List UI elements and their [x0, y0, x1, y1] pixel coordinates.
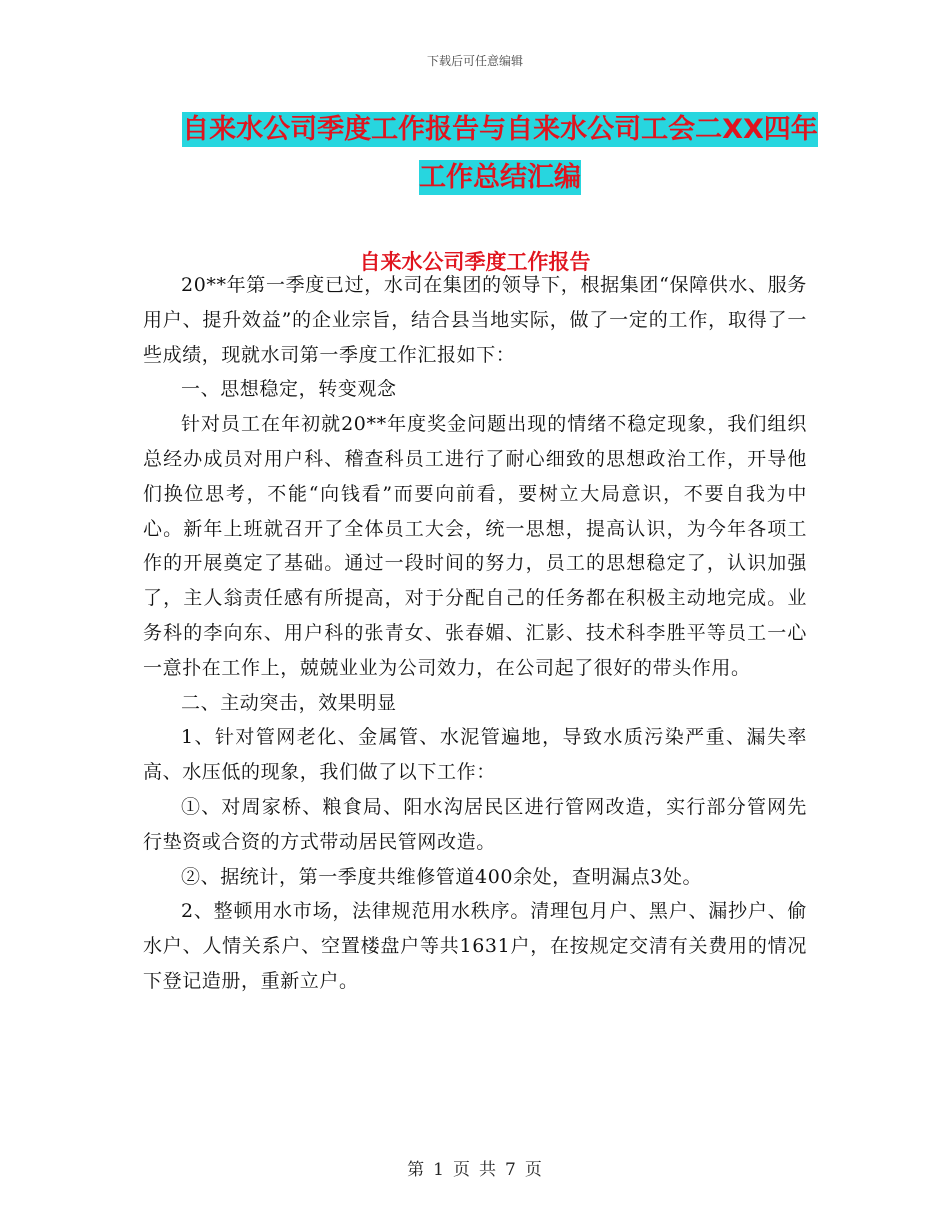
document-title-line-2: 工作总结汇编: [419, 162, 581, 193]
paragraph-intro: 20**年第一季度已过，水司在集团的领导下，根据集团“保障供水、服务用户、提升效益”的企业宗旨，结合县当地实际，做了一定的工作，取得了一些成绩，现就水司第一季度工作汇报如下：: [143, 274, 807, 366]
paragraph-item-1: 1、针对管网老化、金属管、水泥管遍地，导致水质污染严重、漏失率高、水压低的现象，我们做了以下工作：: [143, 726, 807, 784]
paragraph-subitem-2: ②、据统计，第一季度共维修管道400余处，查明漏点3处。: [181, 865, 703, 888]
paragraph-subitem-1: ①、对周家桥、粮食局、阳水沟居民区进行管网改造，实行部分管网先行垫资或合资的方式带动居民管网改造。: [143, 795, 807, 853]
heading-section-1: 一、思想稳定，转变观念: [181, 378, 397, 401]
heading-section-2: 二、主动突击，效果明显: [181, 691, 397, 714]
footer-page-number: 1: [433, 1160, 445, 1180]
page-header-note: 下载后可任意编辑: [426, 54, 523, 68]
section-title: 自来水公司季度工作报告: [359, 250, 591, 274]
page-footer: [0, 1155, 950, 1180]
document-body: [143, 268, 807, 999]
footer-suffix: 页: [524, 1160, 543, 1180]
footer-total-label: 共: [479, 1160, 497, 1180]
document-title: [140, 106, 860, 202]
document-title-line-1: 自来水公司季度工作报告与自来水公司工会二XX四年: [182, 114, 818, 145]
paragraph-section-1: 针对员工在年初就20**年度奖金问题出现的情绪不稳定现象，我们组织总经办成员对用户科、稽查科员工进行了耐心细致的思想政治工作，开导他们换位思考，不能“向钱看”而要向前看，要树立大局意识，不要自我为中心。新年上班就召开了全体员工大会，统一思想，提高认识，为今年各项工作的开展奠定了基础。通过一段时间的努力，员工的思想稳定了，认识加强了，主人翁责任感有所提高，对于分配自己的任务都在积极主动地完成。业务科的李向东、用户科的张青女、张春媚、汇影、技术科李胜平等员工一心一意扑在工作上，兢兢业业为公司效力，在公司起了很好的带头作用。: [143, 413, 807, 679]
footer-total-pages: 7: [505, 1160, 517, 1180]
footer-page-label: 页: [453, 1160, 471, 1180]
paragraph-item-2: 2、整顿用水市场，法律规范用水秩序。清理包月户、黑户、漏抄户、偷水户、人情关系户、空置楼盘户等共1631户，在按规定交清有关费用的情况下登记造册，重新立户。: [143, 900, 807, 992]
footer-prefix: 第: [407, 1160, 426, 1180]
